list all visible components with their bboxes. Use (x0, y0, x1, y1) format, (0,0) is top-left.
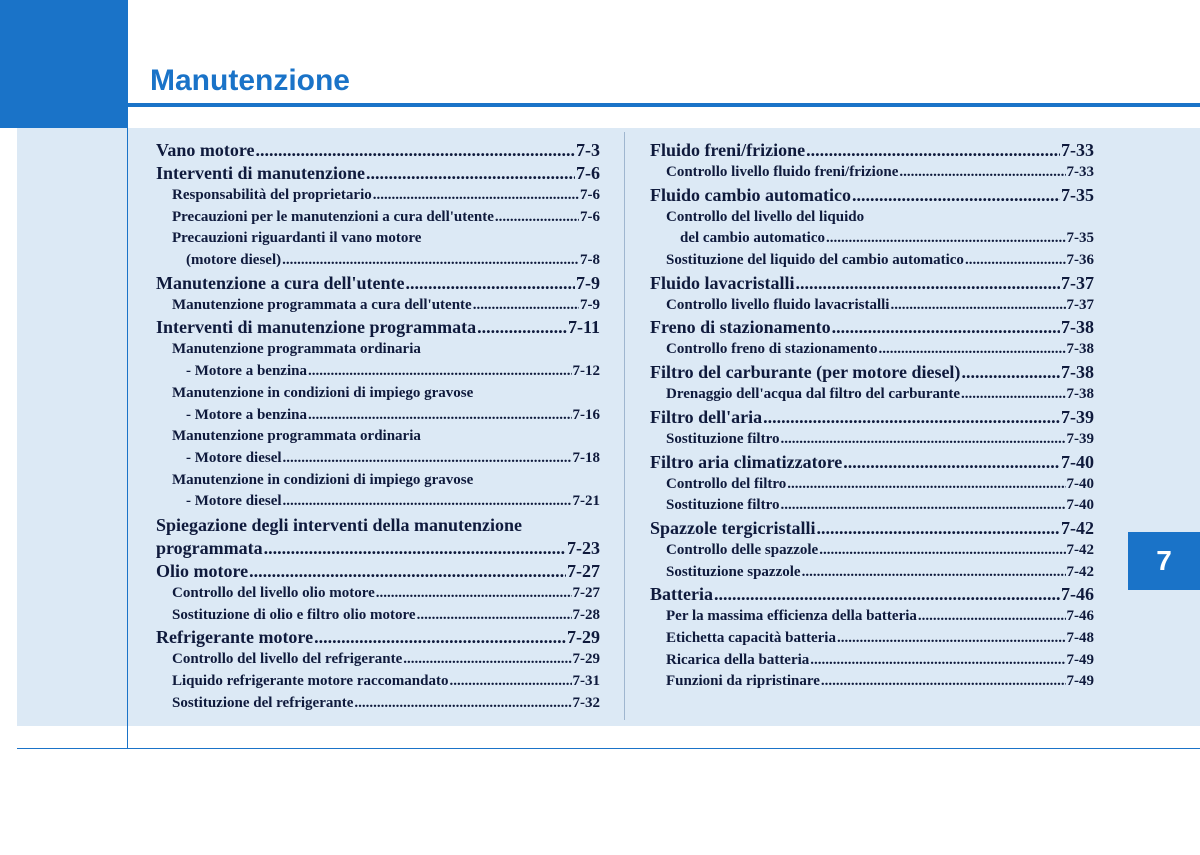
toc-page-number: 7-38 (1061, 317, 1094, 338)
toc-dot-leader (810, 650, 1065, 672)
toc-entry-title: Controllo del livello del refrigerante (172, 651, 403, 668)
toc-section-entry[interactable] (650, 184, 1094, 207)
toc-section-entry[interactable] (156, 139, 600, 162)
toc-page-number: 7-36 (1066, 252, 1094, 269)
toc-page-number: 7-40 (1066, 475, 1094, 492)
toc-subsection-entry[interactable] (156, 583, 600, 605)
toc-dot-leader (366, 162, 575, 185)
toc-subsection-entry[interactable] (650, 540, 1094, 562)
toc-page-number: 7-40 (1066, 497, 1094, 514)
toc-subsection-entry[interactable] (156, 207, 600, 229)
toc-dot-leader (879, 339, 1066, 361)
toc-heading-text: Manutenzione in condizioni di impiego gravose (172, 471, 474, 488)
toc-page-number: 7-39 (1066, 430, 1094, 447)
toc-subsection-entry[interactable] (650, 384, 1094, 406)
toc-dot-leader (403, 649, 571, 671)
toc-page-number: 7-42 (1061, 517, 1094, 538)
toc-dot-leader (837, 628, 1066, 650)
toc-page-number: 7-27 (572, 584, 600, 601)
toc-entry-title: Responsabilità del proprietario (172, 187, 372, 203)
toc-subsection-entry[interactable] (650, 162, 1094, 184)
toc-dot-leader (802, 562, 1066, 584)
toc-page-number: 7-29 (572, 651, 600, 668)
toc-page-number: 7-9 (580, 296, 600, 313)
toc-dot-leader (806, 139, 1060, 162)
toc-section-entry[interactable] (156, 560, 600, 583)
toc-entry-title: Interventi di manutenzione (156, 163, 365, 183)
toc-page-number: 7-31 (572, 673, 600, 689)
toc-dot-leader (308, 405, 572, 427)
header-rule (128, 103, 1200, 107)
toc-entry-title: Sostituzione di olio e filtro olio motore (172, 606, 416, 623)
toc-page-number: 7-39 (1061, 406, 1094, 427)
toc-dot-leader (961, 361, 1060, 384)
toc-dot-leader (314, 626, 566, 649)
toc-page-number: 7-42 (1066, 563, 1094, 580)
toc-subsection-entry[interactable] (156, 361, 600, 383)
toc-dot-leader (780, 495, 1065, 517)
toc-subsection-entry[interactable] (650, 650, 1094, 672)
toc-page-number: 7-23 (567, 537, 600, 558)
toc-page-number: 7-6 (580, 187, 600, 203)
toc-page-number: 7-38 (1061, 362, 1094, 383)
toc-entry-title: - Motore diesel (186, 493, 282, 510)
toc-dot-leader (449, 671, 571, 693)
toc-entry-title: Precauzioni per le manutenzioni a cura dell'utente (172, 208, 494, 225)
toc-dot-leader (780, 429, 1065, 451)
toc-subsection-entry[interactable] (650, 606, 1094, 628)
toc-page-number: 7-11 (567, 317, 600, 338)
toc-heading-text: Precauzioni riguardanti il vano motore (172, 230, 422, 247)
toc-dot-leader (495, 207, 579, 229)
toc-page-number: 7-27 (567, 560, 600, 581)
toc-entry-title: Liquido refrigerante motore raccomandato (172, 673, 449, 689)
toc-subsection-entry[interactable] (650, 671, 1094, 693)
toc-dot-leader (283, 448, 572, 470)
toc-entry-title: Olio motore (156, 560, 249, 581)
toc-heading-text: Manutenzione programmata ordinaria (172, 428, 421, 445)
toc-page-number: 7-33 (1066, 164, 1094, 180)
toc-section-entry[interactable] (156, 316, 600, 339)
toc-section-entry[interactable] (650, 361, 1094, 384)
toc-page-number: 7-42 (1066, 541, 1094, 558)
toc-entry-title: Sostituzione del refrigerante (172, 694, 354, 711)
toc-entry-title: Fluido cambio automatico (650, 184, 851, 205)
toc-section-entry[interactable] (650, 451, 1094, 474)
toc-entry-title: Filtro dell'aria (650, 406, 763, 427)
toc-subsection-entry[interactable] (650, 429, 1094, 451)
toc-section-entry[interactable] (156, 162, 600, 185)
toc-entry-title: (motore diesel) (186, 252, 282, 269)
toc-entry-title: Controllo livello fluido lavacristalli (666, 296, 890, 313)
toc-page-number: 7-21 (572, 493, 600, 510)
toc-entry-title: Batteria (650, 584, 713, 605)
toc-heading-text: Manutenzione in condizioni di impiego gravose (172, 384, 474, 401)
toc-subsection-entry[interactable] (156, 250, 600, 272)
toc-subsection-entry[interactable] (650, 295, 1094, 317)
toc-page-number: 7-37 (1061, 272, 1094, 293)
toc-entry-title: Sostituzione filtro (666, 497, 780, 514)
toc-dot-leader (826, 228, 1066, 250)
toc-page-number: 7-8 (580, 252, 600, 269)
toc-section-entry[interactable] (650, 406, 1094, 429)
toc-subsection-entry[interactable] (650, 250, 1094, 272)
toc-dot-leader (918, 606, 1066, 628)
chapter-tab[interactable]: 7 (1128, 532, 1200, 590)
toc-entry-title: Filtro aria climatizzatore (650, 451, 843, 472)
toc-entry-title: Refrigerante motore (156, 627, 314, 648)
margin-rule (127, 128, 128, 748)
toc-page-number: 7-6 (580, 208, 600, 225)
toc-entry-title: Controllo del livello olio motore (172, 584, 375, 601)
toc-entry-title: Fluido lavacristalli (650, 272, 795, 293)
toc-subsection-entry[interactable] (156, 605, 600, 627)
toc-entry-title: Interventi di manutenzione programmata (156, 317, 477, 338)
toc-page-number: 7-33 (1061, 140, 1094, 160)
toc-subsection-entry[interactable] (156, 649, 600, 671)
toc-entry-title: Vano motore (156, 140, 255, 160)
toc-dot-leader (763, 406, 1060, 429)
toc-section-entry[interactable] (650, 316, 1094, 339)
toc-page-number: 7-49 (1066, 673, 1094, 690)
toc-section-entry[interactable] (650, 139, 1094, 162)
toc-page-number: 7-9 (576, 272, 600, 293)
toc-page-number: 7-40 (1061, 451, 1094, 472)
toc-dot-leader (473, 295, 579, 317)
toc-dot-leader (821, 671, 1066, 693)
toc-dot-leader (961, 384, 1065, 406)
toc-heading-text: Manutenzione programmata ordinaria (172, 341, 421, 358)
toc-entry-title: - Motore a benzina (186, 363, 307, 380)
toc-section-entry[interactable] (156, 626, 600, 649)
toc-subsection-entry[interactable] (650, 562, 1094, 584)
toc-entry-title: Ricarica della batteria (666, 651, 810, 668)
toc-entry-title: del cambio automatico (680, 230, 825, 247)
toc-dot-leader (256, 139, 576, 162)
toc-dot-leader (308, 361, 572, 383)
toc-heading-text: Controllo del livello del liquido (666, 208, 865, 225)
toc-page-number: 7-18 (572, 449, 600, 466)
toc-dot-leader (376, 583, 572, 605)
toc-entry-title: - Motore a benzina (186, 406, 307, 423)
toc-entry-title: Per la massima efficienza della batteria (666, 608, 917, 625)
toc-dot-leader (249, 560, 566, 583)
toc-subsection-entry[interactable] (650, 228, 1094, 250)
toc-page-number: 7-6 (576, 163, 600, 183)
toc-entry-title: Manutenzione a cura dell'utente (156, 272, 405, 293)
toc-page-number: 7-48 (1066, 629, 1094, 646)
toc-page-number: 7-35 (1061, 184, 1094, 205)
toc-section-entry[interactable] (650, 517, 1094, 540)
toc-subsection-entry[interactable] (156, 185, 600, 207)
toc-entry-title: Controllo freno di stazionamento (666, 341, 878, 358)
toc-section-entry[interactable] (650, 272, 1094, 295)
toc-subsection-entry[interactable] (156, 491, 600, 513)
toc-page-number: 7-38 (1066, 386, 1094, 403)
toc-subsection-entry[interactable] (650, 339, 1094, 361)
toc-page-number: 7-28 (572, 606, 600, 623)
toc-page-number: 7-32 (572, 694, 600, 711)
toc-page-number: 7-16 (572, 406, 600, 423)
toc-dot-leader (819, 540, 1065, 562)
toc-entry-title: Fluido freni/frizione (650, 140, 806, 160)
toc-entry-title: Etichetta capacità batteria (666, 629, 836, 646)
toc-subsection-entry[interactable] (156, 295, 600, 317)
toc-heading-text: Spiegazione degli interventi della manutenzione (156, 514, 522, 535)
toc-dot-leader (852, 184, 1060, 207)
toc-left-column (156, 139, 600, 714)
toc-page-number: 7-46 (1061, 584, 1094, 605)
toc-dot-leader (373, 185, 579, 207)
toc-page-number: 7-49 (1066, 651, 1094, 668)
toc-dot-leader (890, 295, 1065, 317)
toc-dot-leader (405, 272, 575, 295)
toc-page-number: 7-12 (572, 363, 600, 380)
toc-page-number: 7-46 (1066, 608, 1094, 625)
toc-entry-title: Sostituzione del liquido del cambio automatico (666, 252, 964, 269)
toc-subsection-entry[interactable] (650, 495, 1094, 517)
toc-dot-leader (796, 272, 1060, 295)
toc-page-number: 7-35 (1066, 230, 1094, 247)
toc-subsection-entry[interactable] (650, 628, 1094, 650)
toc-entry-title: Sostituzione filtro (666, 430, 780, 447)
toc-entry-title: Drenaggio dell'acqua dal filtro del carburante (666, 386, 961, 403)
corner-color-block (0, 0, 128, 128)
toc-subsection-entry[interactable] (156, 671, 600, 693)
toc-dot-leader (832, 316, 1060, 339)
toc-dot-leader (282, 250, 579, 272)
toc-entry-title: Freno di stazionamento (650, 317, 831, 338)
toc-section-entry[interactable] (650, 583, 1094, 606)
toc-dot-leader (477, 316, 567, 339)
toc-dot-leader (714, 583, 1060, 606)
toc-entry-title: - Motore diesel (186, 449, 282, 466)
toc-page-number: 7-3 (576, 140, 600, 160)
toc-subsection-entry[interactable] (156, 405, 600, 427)
toc-entry-title: Controllo livello fluido freni/frizione (666, 164, 899, 180)
toc-subsection-entry[interactable] (650, 474, 1094, 496)
toc-dot-leader (965, 250, 1066, 272)
toc-entry-title: Manutenzione programmata a cura dell'utente (172, 296, 472, 313)
toc-dot-leader (899, 162, 1065, 184)
toc-dot-leader (264, 537, 566, 560)
toc-section-entry[interactable] (156, 537, 600, 560)
toc-entry-title: Sostituzione spazzole (666, 563, 801, 580)
toc-entry-title: Funzioni da ripristinare (666, 673, 820, 690)
toc-entry-title: Filtro del carburante (per motore diesel) (650, 362, 961, 383)
toc-dot-leader (787, 474, 1065, 496)
page-title: Manutenzione (150, 64, 350, 97)
toc-dot-leader (816, 517, 1060, 540)
toc-section-entry[interactable] (156, 272, 600, 295)
toc-page-number: 7-38 (1066, 341, 1094, 358)
toc-dot-leader (843, 451, 1060, 474)
toc-subsection-entry[interactable] (156, 693, 600, 715)
bottom-rule (17, 748, 1200, 749)
toc-dot-leader (354, 693, 571, 715)
toc-entry-title: programmata (156, 537, 263, 558)
toc-subsection-entry[interactable] (156, 448, 600, 470)
column-divider (624, 132, 625, 720)
toc-entry-title: Controllo delle spazzole (666, 541, 819, 558)
toc-dot-leader (417, 605, 572, 627)
toc-entry-title: Spazzole tergicristalli (650, 517, 816, 538)
toc-dot-leader (283, 491, 572, 513)
toc-page-number: 7-29 (567, 627, 600, 648)
toc-page-number: 7-37 (1066, 296, 1094, 313)
toc-entry-title: Controllo del filtro (666, 475, 787, 492)
toc-right-column (650, 139, 1094, 693)
